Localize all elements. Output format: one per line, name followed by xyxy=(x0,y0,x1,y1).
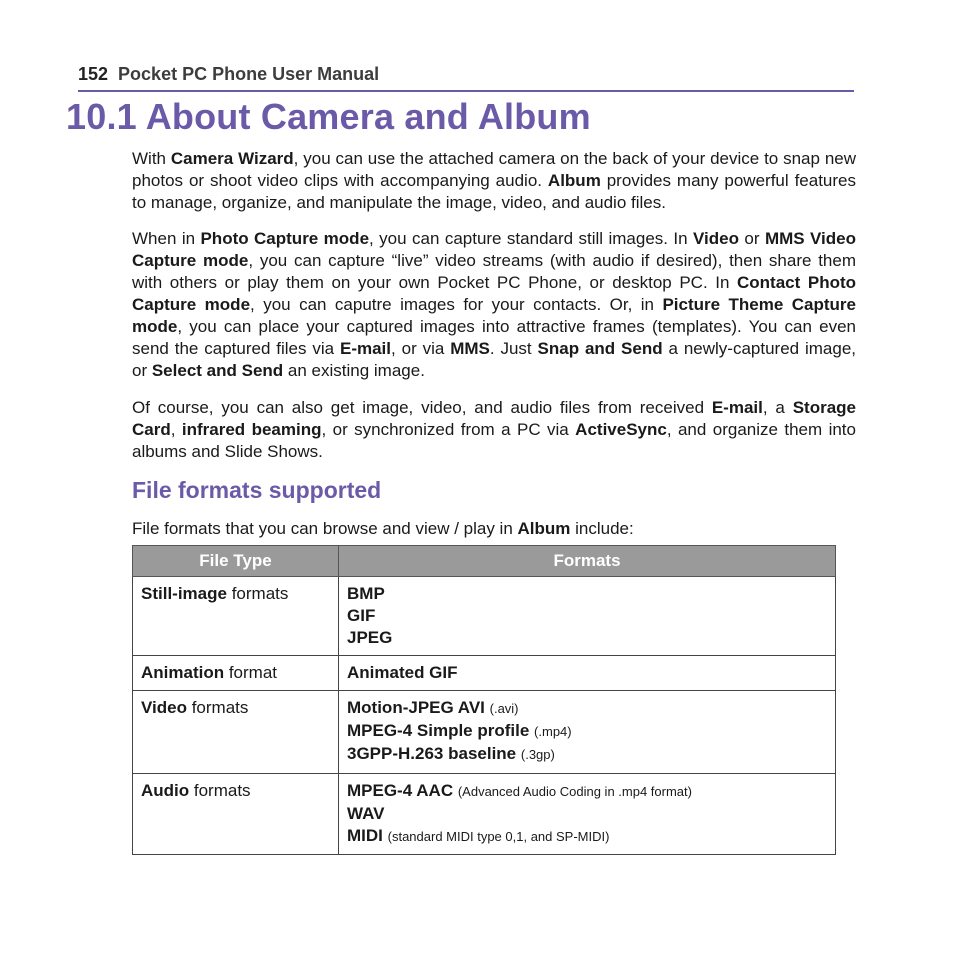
page-header xyxy=(78,64,854,92)
file-type-cell: Animation format xyxy=(133,656,339,691)
manual-title: Pocket PC Phone User Manual xyxy=(118,64,380,84)
file-sources-paragraph: Of course, you can also get image, video, and audio files from received E-mail, a Storage Card, infrared beaming, or synchronized from a PC via ActiveSync, and organize them into albums and Slide Shows. xyxy=(132,398,856,461)
formats-cell xyxy=(339,577,836,656)
format-item: MIDI (standard MIDI type 0,1, and SP-MIDI) xyxy=(347,826,610,845)
intro-paragraph: With Camera Wizard, you can use the attached camera on the back of your device to snap new photos or shoot video clips with accompanying audio. Album provides many powerful features to manage, organize, and manipulate the image, video, and audio files. xyxy=(132,149,857,212)
column-header-file-type: File Type xyxy=(133,546,339,577)
table-row xyxy=(133,691,836,774)
table-intro: File formats that you can browse and view / play in Album include: xyxy=(132,519,634,538)
format-item: WAV xyxy=(347,804,385,823)
file-type-cell: Video formats xyxy=(133,691,339,774)
format-item: 3GPP-H.263 baseline (.3gp) xyxy=(347,744,555,763)
formats-cell xyxy=(339,691,836,774)
format-item: JPEG xyxy=(347,628,393,647)
format-item: BMP xyxy=(347,584,385,603)
section-subheading: File formats supported xyxy=(132,477,382,503)
formats-cell xyxy=(339,774,836,855)
column-header-formats: Formats xyxy=(339,546,836,577)
format-item: Animated GIF xyxy=(347,663,458,682)
file-type-cell: Still-image formats xyxy=(133,577,339,656)
table-row xyxy=(133,577,836,656)
capture-modes-paragraph: When in Photo Capture mode, you can capture standard still images. In Video or MMS Video Capture mode, you can capture “live” video streams (with audio if desired), then share them with others or play them on your own Pocket PC Phone, or desktop PC. In Contact Photo Capture mode, you can caputre images for your contacts. Or, in Picture Theme Capture mode, you can place your captured images into attractive frames (templates). You can even send the captured files via E-mail, or via MMS. Just Snap and Send a newly-captured image, or Select and Send an existing image. xyxy=(132,229,857,380)
format-item: MPEG-4 Simple profile (.mp4) xyxy=(347,721,572,740)
format-item: GIF xyxy=(347,606,376,625)
table-row xyxy=(133,774,836,855)
format-item: Motion-JPEG AVI (.avi) xyxy=(347,698,519,717)
format-item: MPEG-4 AAC (Advanced Audio Coding in .mp4 format) xyxy=(347,781,692,800)
file-type-cell: Audio formats xyxy=(133,774,339,855)
table-header-row xyxy=(133,546,836,577)
page-number: 152 xyxy=(78,64,109,84)
formats-cell xyxy=(339,656,836,691)
table-row xyxy=(133,656,836,691)
chapter-title: 10.1 About Camera and Album xyxy=(66,96,591,137)
file-formats-table xyxy=(132,545,836,855)
